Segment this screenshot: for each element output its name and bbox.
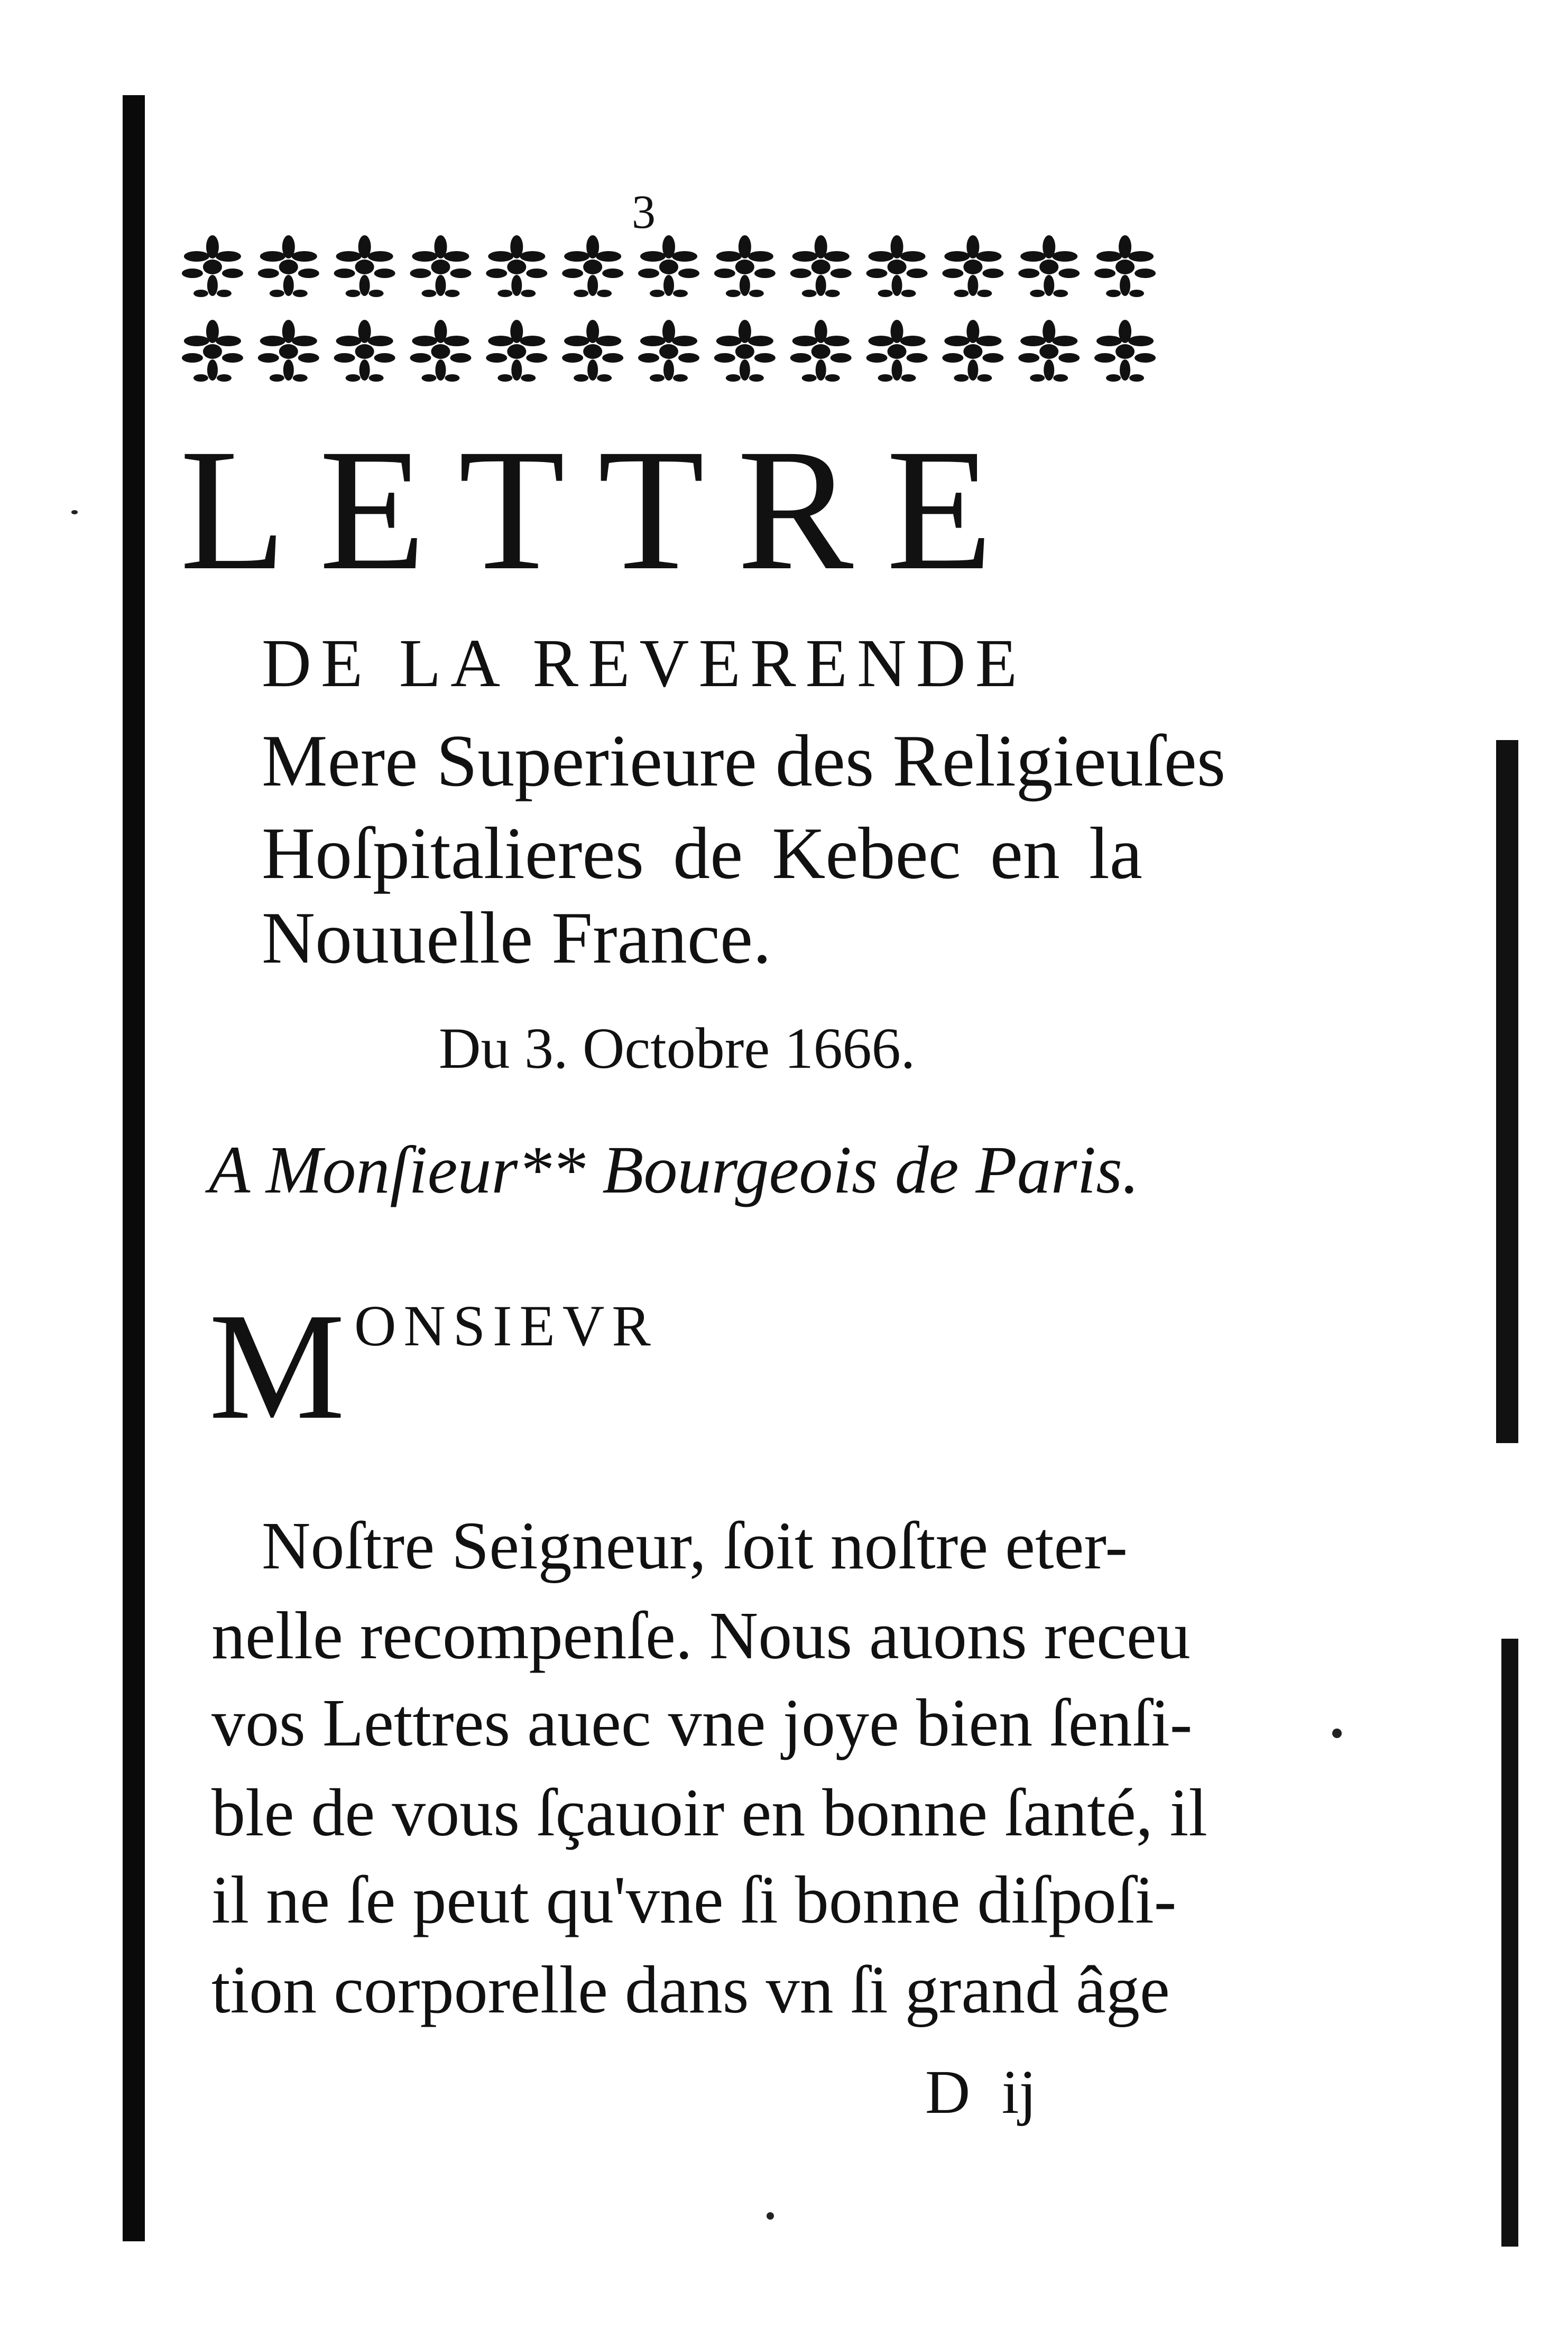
body-line: nelle recompenſe. Nous auons receu (211, 1598, 1191, 1673)
fleuron-ornament (334, 320, 395, 382)
ink-speck (71, 510, 78, 514)
fleuron-ornament (1018, 235, 1080, 297)
letter-addressee: A Monſieur** Bourgeois de Paris. (209, 1132, 1139, 1207)
fleuron-ornament (1094, 320, 1156, 382)
fleuron-ornament (638, 235, 699, 297)
fleuron-ornament (486, 320, 547, 382)
fleuron-ornament (410, 235, 471, 297)
scan-edge-shadow-lower (1501, 1639, 1518, 2247)
drop-cap-initial: M (209, 1281, 345, 1451)
fleuron-ornament (942, 320, 1003, 382)
fleuron-ornament (714, 320, 776, 382)
letter-date: Du 3. Octobre 1666. (439, 1016, 916, 1080)
document-title: LETTRE (180, 413, 1026, 606)
fleuron-ornament-band (174, 233, 1163, 407)
salutation-text: ONSIEVR (354, 1294, 658, 1358)
body-line: tion corporelle dans vn ſi grand âge (211, 1952, 1170, 2027)
fleuron-ornament (334, 235, 395, 297)
subtitle-line-4: Nouuelle France. (262, 897, 772, 979)
body-line: Noſtre Seigneur, ſoit noſtre eter- (262, 1508, 1128, 1583)
body-line: il ne ſe peut qu'vne ſi bonne diſpoſi- (211, 1862, 1177, 1937)
ink-speck (1332, 1729, 1342, 1738)
fleuron-ornament (562, 235, 623, 297)
fleuron-ornament (638, 320, 699, 382)
body-line: vos Lettres auec vne joye bien ſenſi- (211, 1685, 1193, 1760)
fleuron-ornament (486, 235, 547, 297)
fleuron-ornament (790, 320, 852, 382)
binding-shadow (123, 95, 145, 2241)
fleuron-ornament (714, 235, 776, 297)
fleuron-ornament (410, 320, 471, 382)
signature-mark: D ij (925, 2057, 1037, 2127)
body-line: ble de vous ſçauoir en bonne ſanté, il (211, 1775, 1207, 1850)
fleuron-ornament (942, 235, 1003, 297)
fleuron-ornament (790, 235, 852, 297)
fleuron-ornament (1094, 235, 1156, 297)
subtitle-line-1: DE LA REVERENDE (262, 625, 1027, 701)
fleuron-ornament (1018, 320, 1080, 382)
fleuron-ornament (182, 320, 243, 382)
subtitle-line-2: Mere Superieure des Religieuſes (262, 720, 1226, 802)
ink-speck (767, 2212, 774, 2220)
fleuron-ornament (258, 235, 319, 297)
fleuron-ornament (562, 320, 623, 382)
fleuron-ornament (866, 235, 928, 297)
subtitle-line-3: Hoſpitalieres de Kebec en la (262, 812, 1142, 894)
page-number: 3 (632, 186, 656, 238)
fleuron-ornament (866, 320, 928, 382)
fleuron-ornament (258, 320, 319, 382)
fleuron-ornament (182, 235, 243, 297)
scan-edge-shadow-upper (1496, 740, 1518, 1443)
